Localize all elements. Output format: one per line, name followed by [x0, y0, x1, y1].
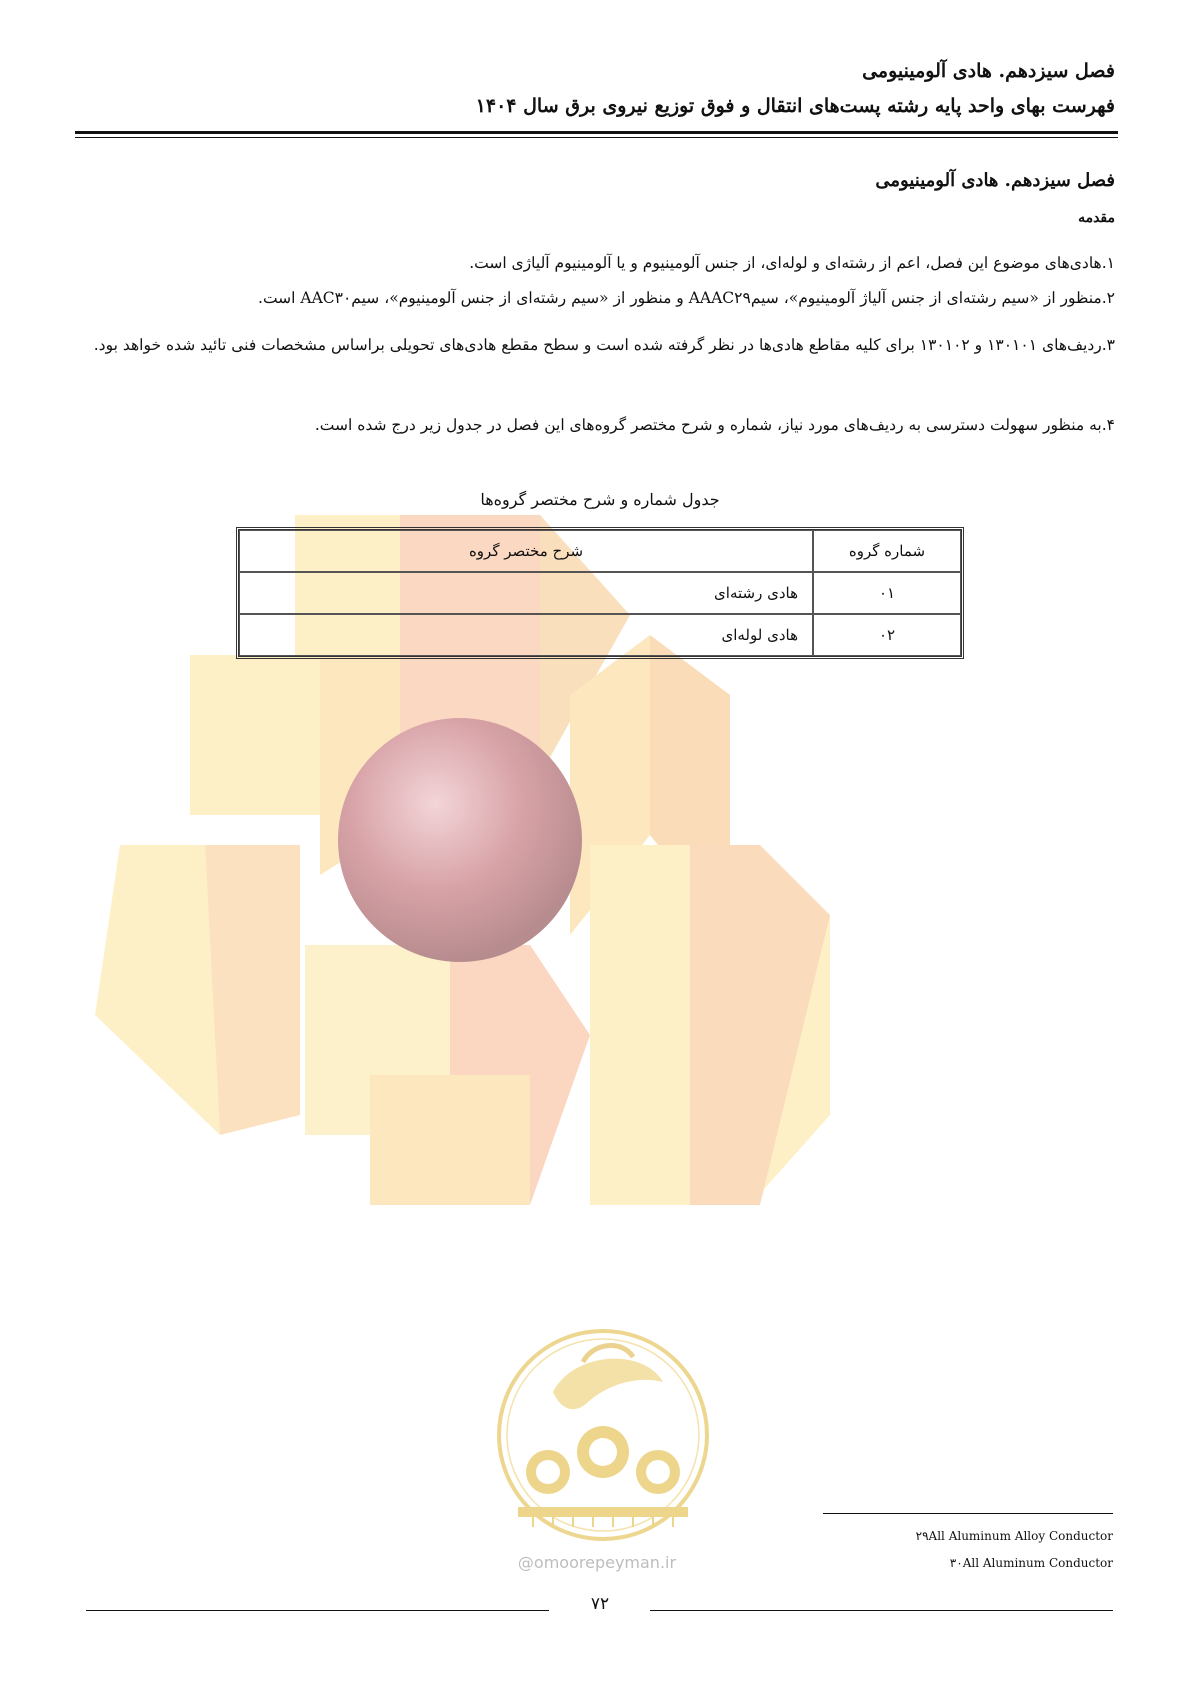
running-header-book: فهرست بهای واحد پایه رشته پست‌های انتقال و فوق توزیع نیروی برق سال ۱۴۰۴: [475, 95, 1115, 117]
footnote-rule: [823, 1513, 1113, 1514]
group-description-cell: هادی رشته‌ای: [239, 572, 813, 614]
header-rule: [75, 131, 1118, 134]
running-header-chapter: فصل سیزدهم. هادی آلومینیومی: [862, 60, 1115, 82]
paragraph-4: ۴.به منظور سهولت دسترسی به ردیف‌های مورد نیاز، شماره و شرح مختصر گروه‌های این فصل در جدول زیر درج شده است.: [314, 416, 1115, 434]
group-number-cell: ۰۲: [813, 614, 961, 656]
table-caption: جدول شماره و شرح مختصر گروه‌ها: [480, 490, 720, 509]
header-group-description: شرح مختصر گروه: [239, 530, 813, 572]
footer-rule-right: [650, 1610, 1113, 1611]
page-number: ۷۲: [590, 1594, 610, 1614]
paragraph-2: ۲.منظور از «سیم رشته‌ای از جنس آلیاژ آلومینیوم»، سیمAAAC۲۹ و منظور از «سیم رشته‌ای از جنس آلومینیوم»، سیمAAC۳۰ است.: [258, 289, 1115, 307]
table-row: [239, 614, 961, 656]
table-header-row: [239, 530, 961, 572]
header-group-number: شماره گروه: [813, 530, 961, 572]
header-rule-thin: [75, 137, 1118, 138]
paragraph-1: ۱.هادی‌های موضوع این فصل، اعم از رشته‌ای و لوله‌ای، از جنس آلومینیوم و یا آلومینیوم آلیاژی است.: [469, 254, 1115, 272]
section-title: فصل سیزدهم. هادی آلومینیومی: [875, 170, 1115, 191]
table-row: [239, 572, 961, 614]
site-watermark: @omoorepeyman.ir: [517, 1553, 677, 1572]
footer-rule-left: [86, 1610, 549, 1611]
groups-table: [236, 527, 964, 659]
group-number-cell: ۰۱: [813, 572, 961, 614]
footnote-30: ۳۰All Aluminum Conductor: [949, 1556, 1113, 1570]
group-description-cell: هادی لوله‌ای: [239, 614, 813, 656]
paragraph-3: ۳.ردیف‌های ۱۳۰۱۰۱ و ۱۳۰۱۰۲ برای کلیه مقاطع هادی‌ها در نظر گرفته شده است و سطح مقطع هادی‌های تحویلی براساس مشخصات فنی تائید شده خواهد بود.: [93, 336, 1115, 354]
footnote-29: ۲۹All Aluminum Alloy Conductor: [915, 1529, 1113, 1543]
section-subtitle: مقدمه: [1078, 210, 1115, 226]
omoorepeyman-logo-icon: [493, 1322, 713, 1548]
